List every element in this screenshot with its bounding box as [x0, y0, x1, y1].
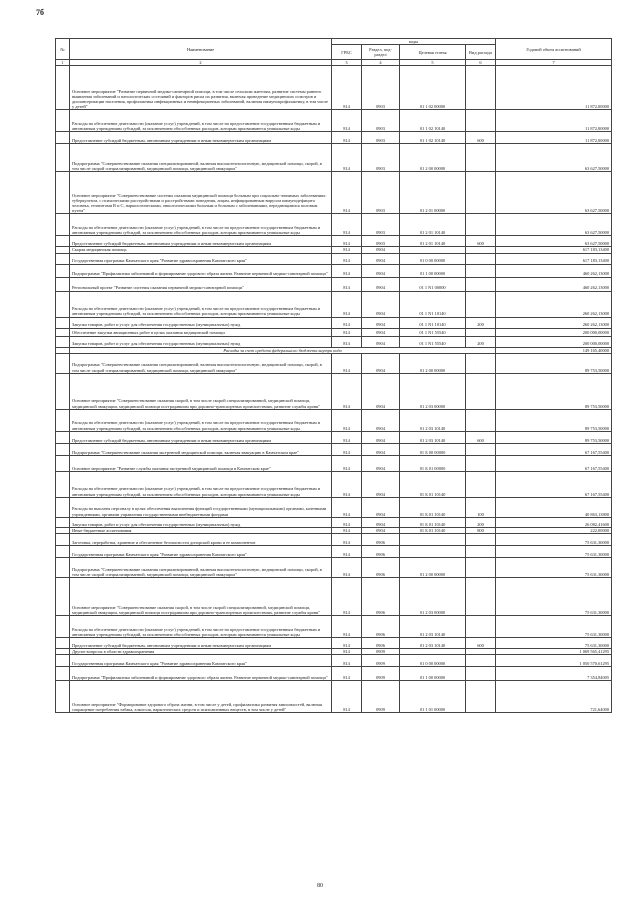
cell-section: 0904 — [362, 277, 400, 291]
cell-amount: 75 631,30000 — [496, 638, 612, 649]
col-section-header: Раздел, под-раздел — [362, 45, 400, 60]
cell-name: Подпрограмма "Профилактика заболеваний и формирование здорового образа жизни. Развитие первичной медико-санитарной помощи" — [70, 667, 332, 681]
cell-section: 0903 — [362, 172, 400, 214]
cell-grbs: 814 — [332, 373, 362, 409]
cell-name: Основное мероприятие "Совершенствование системы оказания медицинской помощи больным при социально-значимых заболеваниях: туберкулезом, с психическими расстройствами и расстройствами поведения, лицам, инфицированным вирусом иммунодефицита человека, гепатитами B и C, наркологическими, онкологическими больным и больным с заболеваниями, передающимися половым путем" — [70, 172, 332, 214]
cell-amount: 63 627,50000 — [496, 236, 612, 247]
cell-name: Обеспечение закупки авиационных работ в целях оказания медицинской помощи — [70, 328, 332, 336]
cell-target: 01 2 01 10140 — [400, 214, 466, 236]
page-corner-label: 7б — [36, 8, 44, 17]
cell-no — [56, 328, 70, 336]
cell-no — [56, 110, 70, 132]
cell-expense-type — [466, 443, 496, 455]
cell-name: Основное мероприятие "Формирование здорового образа жизни, в том числе у детей, профилактика развития зависимостей, включая сокращение потребления табака, алкоголя, наркотических средств и психоактивных веществ, в том числе у детей" — [70, 681, 332, 713]
cell-no — [56, 144, 70, 172]
table-row — [56, 66, 612, 110]
cell-section: 0906 — [362, 534, 400, 546]
cell-no — [56, 317, 70, 328]
cell-expense-type — [466, 253, 496, 264]
cell-section: 0904 — [362, 455, 400, 471]
cell-name: Предоставление субсидий бюджетным, автономным учреждениям и иным некоммерческим организациям — [70, 431, 332, 443]
cell-target: 01 Б 01 10140 — [400, 527, 466, 533]
cell-no — [56, 264, 70, 277]
cell-name: Закупка товаров, работ и услуг для обеспечения государственных (муниципальных) нужд — [70, 517, 332, 527]
cell-no — [56, 578, 70, 616]
cell-target: 01 1 02 10140 — [400, 110, 466, 132]
cell-amount: 200 000,00000 — [496, 328, 612, 336]
cell-expense-type: 200 — [466, 317, 496, 328]
cell-target: 01 2 03 00000 — [400, 373, 466, 409]
table-row — [56, 638, 612, 649]
cell-name: Основное мероприятие "Совершенствование оказания скорой, в том числе скорой специализированной, медицинской помощи, медицинской эвакуации, медицинской помощи пострадавшим при дорожно-транспортных происшествиях, развитие службы крови" — [70, 373, 332, 409]
table-row — [56, 291, 612, 317]
cell-grbs: 814 — [332, 328, 362, 336]
cell-grbs: 814 — [332, 247, 362, 253]
cell-amount: 11 872,00000 — [496, 132, 612, 144]
cell-no — [56, 638, 70, 649]
cell-target: 01 1 02 00000 — [400, 66, 466, 110]
cell-section: 0903 — [362, 236, 400, 247]
cell-grbs: 814 — [332, 534, 362, 546]
table-row — [56, 497, 612, 517]
table-row — [56, 534, 612, 546]
cell-amount: 89 753,50000 — [496, 353, 612, 373]
table-row — [56, 681, 612, 713]
cell-no — [56, 443, 70, 455]
cell-no — [56, 497, 70, 517]
cell-name: Подпрограмма "Совершенствование оказания специализированной, включая высокотехнологичную, медицинской помощи, скорой, в том числе скорой специализированной, медицинской помощи, медицинской эвакуации" — [70, 353, 332, 373]
cell-section: 0904 — [362, 373, 400, 409]
table-row — [56, 353, 612, 373]
cell-target: 01 2 01 10140 — [400, 236, 466, 247]
table-row — [56, 253, 612, 264]
table-header — [56, 39, 612, 66]
cell-name: Расходы на обеспечение деятельности (оказание услуг) учреждений, в том числе на предоставление государственным бюджетным и автономным учреждениям субсидий, за исключением обособленных расходов, которым присваиваются уникальные коды — [70, 110, 332, 132]
cell-expense-type — [466, 172, 496, 214]
cell-expense-type: 200 — [466, 336, 496, 347]
table-row — [56, 336, 612, 347]
cell-no — [56, 277, 70, 291]
cell-amount: 63 627,50000 — [496, 144, 612, 172]
cell-grbs: 814 — [332, 66, 362, 110]
cell-target: 01 1 00 00000 — [400, 667, 466, 681]
cell-no — [56, 373, 70, 409]
cell-target: 01 Б 01 10140 — [400, 471, 466, 497]
cell-no — [56, 336, 70, 347]
cell-section: 0904 — [362, 317, 400, 328]
cell-expense-type — [466, 409, 496, 431]
cell-amount: 149 165,40000 — [496, 347, 612, 353]
cell-amount: 260 262,13000 — [496, 317, 612, 328]
cell-name: Государственная программа Камчатского края "Развитие здравоохранения Камчатского края" — [70, 253, 332, 264]
cell-section: 0906 — [362, 578, 400, 616]
cell-no — [56, 471, 70, 497]
cell-expense-type — [466, 471, 496, 497]
cell-section: 0904 — [362, 264, 400, 277]
cell-amount: 617 183,13400 — [496, 253, 612, 264]
table-row — [56, 328, 612, 336]
cell-target: 01 2 03 10140 — [400, 431, 466, 443]
cell-grbs: 814 — [332, 546, 362, 558]
cell-amount: 89 753,50000 — [496, 431, 612, 443]
cell-section: 0904 — [362, 353, 400, 373]
cell-section: 0906 — [362, 558, 400, 578]
cell-no — [56, 214, 70, 236]
cell-name: Основное мероприятие "Развитие первичной медико-санитарной помощи, в том числе сельским жителям, развитие системы раннего выявления заболеваний и патологических состояний и факторов риска их развития, включая проведение медицинских осмотров и диспансеризации населения, профилактика инфекционных и неинфекционных заболеваний, включая иммунопрофилактику, в том числе у детей" — [70, 66, 332, 110]
cell-target: 01 1 00 00000 — [400, 264, 466, 277]
cell-no — [56, 353, 70, 373]
cell-section: 0903 — [362, 110, 400, 132]
cell-grbs: 814 — [332, 527, 362, 533]
cell-grbs: 814 — [332, 353, 362, 373]
cell-expense-type — [466, 110, 496, 132]
cell-target: 01 2 03 10140 — [400, 409, 466, 431]
page-number: 80 — [317, 883, 323, 889]
cell-section: 0903 — [362, 66, 400, 110]
cell-grbs: 814 — [332, 317, 362, 328]
cell-expense-type — [466, 558, 496, 578]
col-grbs-header: ГРБС — [332, 45, 362, 60]
col-target-header: Целевая статья — [400, 45, 466, 60]
cell-expense-type — [466, 353, 496, 373]
cell-section: 0903 — [362, 144, 400, 172]
cell-name: Подпрограмма "Совершенствование оказания специализированной, включая высокотехнологичную, медицинской помощи, скорой, в том числе скорой специализированной, медицинской помощи, медицинской эвакуации" — [70, 558, 332, 578]
cell-grbs: 814 — [332, 558, 362, 578]
cell-section: 0904 — [362, 431, 400, 443]
cell-name: Расходы на обеспечение деятельности (оказание услуг) учреждений, в том числе на предоставление государственным бюджетным и автономным учреждениям субсидий, за исключением обособленных расходов, которым присваиваются уникальные коды — [70, 409, 332, 431]
cell-target: 01 1 01 00000 — [400, 681, 466, 713]
col-number: 7 — [496, 60, 612, 66]
cell-name: Подпрограмма "Совершенствование оказания специализированной, включая высокотехнологичную, медицинской помощи, скорой, в том числе скорой специализированной, медицинской помощи, медицинской эвакуации" — [70, 144, 332, 172]
cell-name: Подпрограмма "Профилактика заболеваний и формирование здорового образа жизни. Развитие первичной медико-санитарной помощи" — [70, 264, 332, 277]
cell-amount: 67 167,55400 — [496, 471, 612, 497]
cell-name: Расходы на обеспечение деятельности (оказание услуг) учреждений, в том числе на предоставление государственным бюджетным и автономным учреждениям субсидий, за исключением обособленных расходов, которым присваиваются уникальные коды — [70, 616, 332, 638]
cell-section: 0909 — [362, 681, 400, 713]
cell-name: Расходы на выплаты персоналу в целях обеспечения выполнения функций государственными (муниципальными) органами, казенными учреждениями, органами управления государственными внебюджетными фондами — [70, 497, 332, 517]
table-row — [56, 373, 612, 409]
cell-target: 01 2 01 00000 — [400, 172, 466, 214]
cell-expense-type — [466, 455, 496, 471]
cell-expense-type: 600 — [466, 132, 496, 144]
cell-name: Закупка товаров, работ и услуг для обеспечения государственных (муниципальных) нужд — [70, 317, 332, 328]
cell-name: Расходы на обеспечение деятельности (оказание услуг) учреждений, в том числе на предоставление государственным бюджетным и автономным учреждениям субсидий, за исключением обособленных расходов, которым присваиваются уникальные коды — [70, 471, 332, 497]
cell-no — [56, 172, 70, 214]
col-name-header: Наименование — [70, 39, 332, 60]
table-row — [56, 443, 612, 455]
cell-target: 01 Б 00 00000 — [400, 443, 466, 455]
cell-section: 0904 — [362, 517, 400, 527]
table-row — [56, 616, 612, 638]
cell-amount: 222,00000 — [496, 527, 612, 533]
cell-section: 0903 — [362, 132, 400, 144]
table-body — [56, 66, 612, 713]
cell-no — [56, 534, 70, 546]
cell-section: 0906 — [362, 638, 400, 649]
cell-section: 0909 — [362, 655, 400, 667]
cell-grbs: 814 — [332, 336, 362, 347]
cell-name: Расходы на обеспечение деятельности (оказание услуг) учреждений, в том числе на предоставление государственным бюджетным и автономным учреждениям субсидий, за исключением обособленных расходов, которым присваиваются уникальные коды — [70, 291, 332, 317]
cell-grbs: 814 — [332, 443, 362, 455]
cell-expense-type: 100 — [466, 497, 496, 517]
cell-name: Расходы на обеспечение деятельности (оказание услуг) учреждений, в том числе на предоставление государственным бюджетным и автономным учреждениям субсидий, за исключением обособленных расходов, которым присваиваются уникальные коды — [70, 214, 332, 236]
cell-expense-type — [466, 264, 496, 277]
cell-expense-type: 600 — [466, 638, 496, 649]
col-no-header: № — [56, 39, 70, 60]
cell-expense-type — [466, 655, 496, 667]
cell-section: 0909 — [362, 649, 400, 655]
cell-amount: 75 631,30000 — [496, 546, 612, 558]
table-row — [56, 277, 612, 291]
cell-name: Иные бюджетные ассигнования — [70, 527, 332, 533]
cell-grbs: 814 — [332, 214, 362, 236]
table-row — [56, 471, 612, 497]
cell-amount: 11 872,00000 — [496, 66, 612, 110]
cell-amount: 460 262,13000 — [496, 277, 612, 291]
cell-target: 01 2 00 00000 — [400, 144, 466, 172]
cell-name: Скорая медицинская помощь — [70, 247, 332, 253]
cell-name: Основное мероприятие "Совершенствование оказания скорой, в том числе скорой специализированной, медицинской помощи, медицинской эвакуации, медицинской помощи пострадавшим при дорожно-транспортных происшествиях, развитие службы крови" — [70, 578, 332, 616]
cell-grbs: 814 — [332, 471, 362, 497]
cell-target: 01 Б 01 00000 — [400, 455, 466, 471]
cell-expense-type — [466, 578, 496, 616]
cell-amount: 460 262,13000 — [496, 264, 612, 277]
cell-grbs: 814 — [332, 264, 362, 277]
col-number: 2 — [70, 60, 332, 66]
cell-amount: 75 631,30000 — [496, 534, 612, 546]
cell-amount: 89 753,50000 — [496, 409, 612, 431]
cell-expense-type: 200 — [466, 517, 496, 527]
cell-grbs: 814 — [332, 517, 362, 527]
cell-grbs: 814 — [332, 409, 362, 431]
cell-section: 0904 — [362, 527, 400, 533]
table-row — [56, 264, 612, 277]
cell-name: Другие вопросы в области здравоохранения — [70, 649, 332, 655]
cell-no — [56, 253, 70, 264]
cell-grbs: 814 — [332, 638, 362, 649]
table-row — [56, 558, 612, 578]
cell-target: 01 2 03 10140 — [400, 616, 466, 638]
cell-no — [56, 517, 70, 527]
cell-grbs: 814 — [332, 144, 362, 172]
table-row — [56, 431, 612, 443]
cell-name: Предоставление субсидий бюджетным, автономным учреждениям и иным некоммерческим организациям — [70, 132, 332, 144]
cell-no — [56, 616, 70, 638]
cell-amount: 7 354,84005 — [496, 667, 612, 681]
cell-target: 01 2 03 10140 — [400, 638, 466, 649]
cell-section: 0904 — [362, 253, 400, 264]
cell-grbs: 814 — [332, 497, 362, 517]
cell-section: 0904 — [362, 247, 400, 253]
col-number: 5 — [400, 60, 466, 66]
cell-amount: 67 167,55400 — [496, 455, 612, 471]
cell-expense-type: 600 — [466, 236, 496, 247]
table-row — [56, 667, 612, 681]
cell-amount: 89 753,50000 — [496, 373, 612, 409]
cell-expense-type — [466, 328, 496, 336]
col-number: 1 — [56, 60, 70, 66]
row-note: Расходы за счет средств федерального бюджета внутри кода — [70, 347, 496, 353]
cell-target: 01 1 N1 55540 — [400, 336, 466, 347]
cell-amount: 63 627,50000 — [496, 172, 612, 214]
col-amount-header: Годовой объем ассигнований — [496, 39, 612, 60]
cell-expense-type — [466, 66, 496, 110]
cell-amount: 260 262,13000 — [496, 291, 612, 317]
budget-table — [55, 38, 612, 713]
cell-amount: 75 631,30000 — [496, 578, 612, 616]
cell-name: Государственная программа Камчатского края "Развитие здравоохранения Камчатского края" — [70, 655, 332, 667]
cell-expense-type: 800 — [466, 527, 496, 533]
cell-no — [56, 236, 70, 247]
cell-section: 0904 — [362, 443, 400, 455]
cell-grbs: 814 — [332, 110, 362, 132]
cell-grbs: 814 — [332, 681, 362, 713]
cell-grbs: 814 — [332, 616, 362, 638]
cell-grbs: 814 — [332, 291, 362, 317]
cell-amount: 11 872,00000 — [496, 110, 612, 132]
cell-target: 01 1 N1 10140 — [400, 317, 466, 328]
cell-target — [400, 534, 466, 546]
cell-no — [56, 558, 70, 578]
cell-expense-type — [466, 667, 496, 681]
cell-no — [56, 431, 70, 443]
cell-no — [56, 291, 70, 317]
cell-no — [56, 546, 70, 558]
cell-amount: 1 050 570,61295 — [496, 655, 612, 667]
cell-expense-type: 600 — [466, 431, 496, 443]
cell-grbs: 814 — [332, 236, 362, 247]
table-row — [56, 455, 612, 471]
cell-expense-type — [466, 214, 496, 236]
cell-section: 0904 — [362, 328, 400, 336]
cell-grbs: 814 — [332, 649, 362, 655]
table-row — [56, 655, 612, 667]
table-row — [56, 110, 612, 132]
cell-no — [56, 455, 70, 471]
table-row — [56, 172, 612, 214]
codes-group-header: коды — [332, 39, 496, 45]
col-number: 6 — [466, 60, 496, 66]
col-number: 3 — [332, 60, 362, 66]
cell-target — [400, 546, 466, 558]
cell-section: 0904 — [362, 336, 400, 347]
cell-amount: 75 631,30000 — [496, 558, 612, 578]
cell-name: Закупка товаров, работ и услуг для обеспечения государственных (муниципальных) нужд — [70, 336, 332, 347]
cell-expense-type — [466, 546, 496, 558]
cell-grbs: 814 — [332, 578, 362, 616]
cell-expense-type — [466, 291, 496, 317]
cell-no — [56, 667, 70, 681]
cell-target: 01 1 02 10140 — [400, 132, 466, 144]
cell-section: 0904 — [362, 291, 400, 317]
cell-grbs: 814 — [332, 455, 362, 471]
cell-no — [56, 66, 70, 110]
cell-section: 0904 — [362, 409, 400, 431]
cell-amount: 40 863,13800 — [496, 497, 612, 517]
cell-amount: 200 000,00000 — [496, 336, 612, 347]
table-row — [56, 132, 612, 144]
table-row — [56, 214, 612, 236]
cell-target: 01 2 03 00000 — [400, 578, 466, 616]
cell-expense-type — [466, 681, 496, 713]
cell-expense-type — [466, 616, 496, 638]
cell-expense-type — [466, 534, 496, 546]
cell-grbs: 814 — [332, 431, 362, 443]
table-row — [56, 578, 612, 616]
table-row — [56, 546, 612, 558]
cell-grbs: 814 — [332, 655, 362, 667]
cell-amount: 1 069 565,41295 — [496, 649, 612, 655]
cell-section: 0909 — [362, 667, 400, 681]
cell-section: 0903 — [362, 214, 400, 236]
cell-target: 01 1 N1 00000 — [400, 277, 466, 291]
cell-grbs: 814 — [332, 172, 362, 214]
cell-target: 01 2 00 00000 — [400, 353, 466, 373]
table-row — [56, 236, 612, 247]
table-row — [56, 144, 612, 172]
cell-target: 01 1 N1 55540 — [400, 328, 466, 336]
cell-section: 0906 — [362, 546, 400, 558]
cell-target: 01 0 00 00000 — [400, 253, 466, 264]
cell-no — [56, 655, 70, 667]
cell-amount: 26 082,41600 — [496, 517, 612, 527]
cell-target: 01 Б 01 10140 — [400, 517, 466, 527]
cell-expense-type — [466, 144, 496, 172]
cell-amount: 67 167,55400 — [496, 443, 612, 455]
col-number: 4 — [362, 60, 400, 66]
cell-target: 01 1 N1 10140 — [400, 291, 466, 317]
cell-section: 0906 — [362, 616, 400, 638]
cell-no — [56, 409, 70, 431]
table-row — [56, 517, 612, 527]
cell-name: Предоставление субсидий бюджетным, автономным учреждениям и иным некоммерческим организациям — [70, 236, 332, 247]
cell-expense-type — [466, 373, 496, 409]
table-row — [56, 317, 612, 328]
cell-no — [56, 132, 70, 144]
cell-target: 01 0 00 00000 — [400, 655, 466, 667]
cell-expense-type — [466, 277, 496, 291]
cell-grbs: 814 — [332, 277, 362, 291]
cell-name: Предоставление субсидий бюджетным, автономным учреждениям и иным некоммерческим организациям — [70, 638, 332, 649]
cell-amount: 617 183,13400 — [496, 247, 612, 253]
cell-target: 01 2 00 00000 — [400, 558, 466, 578]
cell-amount: 721,64000 — [496, 681, 612, 713]
cell-grbs: 814 — [332, 667, 362, 681]
cell-grbs: 814 — [332, 253, 362, 264]
cell-amount: 75 631,30000 — [496, 616, 612, 638]
cell-section: 0904 — [362, 497, 400, 517]
cell-name: Подпрограмма "Совершенствование оказания экстренной медицинской помощи, включая эвакуацию в Камчатском крае" — [70, 443, 332, 455]
table-row — [56, 409, 612, 431]
cell-name: Основное мероприятие "Развитие службы оказания экстренной медицинской помощи в Камчатском крае" — [70, 455, 332, 471]
col-expense-type-header: Вид расхода — [466, 45, 496, 60]
cell-amount: 63 627,50000 — [496, 214, 612, 236]
cell-section: 0904 — [362, 471, 400, 497]
cell-no — [56, 681, 70, 713]
cell-grbs: 814 — [332, 132, 362, 144]
cell-name: Региональный проект "Развитие системы оказания первичной медико-санитарной помощи" — [70, 277, 332, 291]
cell-name: Заготовка, переработка, хранение и обеспечение безопасности донорской крови и ее компонентов — [70, 534, 332, 546]
cell-name: Государственная программа Камчатского края "Развитие здравоохранения Камчатского края" — [70, 546, 332, 558]
cell-target: 01 Б 01 10140 — [400, 497, 466, 517]
